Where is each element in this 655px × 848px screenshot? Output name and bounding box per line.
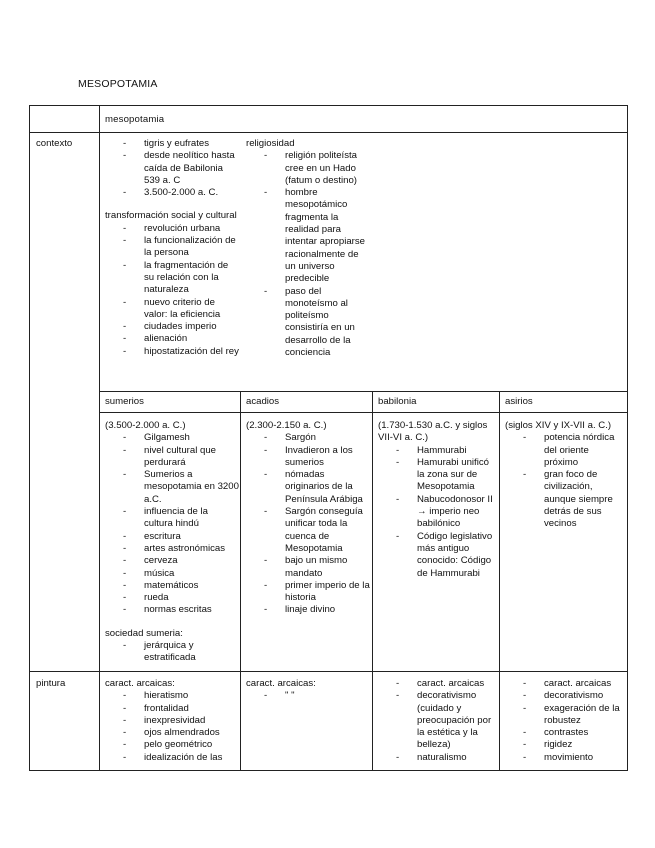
divider-pintura xyxy=(30,671,627,672)
contexto-col1 xyxy=(105,138,241,358)
list-item: - ojos almendrados xyxy=(105,727,239,739)
divider-col-acadios xyxy=(240,391,241,770)
sumerios-list2 xyxy=(105,640,239,665)
divider-subheader-bottom xyxy=(99,412,627,413)
header-label: mesopotamia xyxy=(105,114,165,125)
mesopotamia-table xyxy=(29,105,628,771)
list-item: - influencia de la cultura hindú xyxy=(105,506,239,531)
contexto-subtitle-religiosidad: religiosidad xyxy=(246,138,295,149)
pintura-acadios-cell xyxy=(246,678,370,703)
pintura-sumerios-subtitle: caract. arcaicas: xyxy=(105,678,175,689)
list-item: - Sumerios a mesopotamia en 3200 a.C. xyxy=(105,469,239,506)
list-item: - hombre mesopotámico fragmenta la realidad para intentar apropiarse racionalmente de un universo predecible xyxy=(246,187,370,285)
list-item: - Nabucodonosor II → imperio neo babilónico xyxy=(378,494,496,531)
list-item: - rueda xyxy=(105,592,239,604)
babilonia-date: (1.730-1.530 a.C. y siglos VII-VI a. C.) xyxy=(378,420,488,444)
list-item: - hipostatización del rey xyxy=(105,346,241,358)
document-title: MESOPOTAMIA xyxy=(78,78,158,90)
list-item: - música xyxy=(105,568,239,580)
list-item: - nivel cultural que perdurará xyxy=(105,445,239,470)
list-item: - normas escritas xyxy=(105,604,239,616)
pintura-babilonia-cell xyxy=(378,678,496,764)
list-item: - Hammurabi xyxy=(378,445,496,457)
list-item: - idealización de las xyxy=(105,752,239,764)
acadios-list xyxy=(246,432,370,616)
list-item: - religión politeísta cree en un Hado (fatum o destino) xyxy=(246,150,370,187)
asirios-cell xyxy=(505,420,625,531)
contexto-subtitle-transformacion: transformación social y cultural xyxy=(105,210,237,222)
acadios-cell xyxy=(246,420,370,617)
list-item: - Sargón conseguía unificar toda la cuenca de Mesopotamia xyxy=(246,506,370,555)
sumerios-date: (3.500-2.000 a. C.) xyxy=(105,420,186,431)
pintura-acadios-subtitle: caract. arcaicas: xyxy=(246,678,316,689)
divider-col-asirios xyxy=(499,391,500,770)
col-header-sumerios: sumerios xyxy=(105,396,144,407)
sumerios-list xyxy=(105,432,239,616)
list-item: - nuevo criterio de valor: la eficiencia xyxy=(105,297,241,322)
list-item: - Invadieron a los sumerios xyxy=(246,445,370,470)
row-label-pintura: pintura xyxy=(36,678,66,689)
list-item: - frontalidad xyxy=(105,703,239,715)
list-item: - alienación xyxy=(105,333,241,345)
sumerios-subtitle: sociedad sumeria: xyxy=(105,627,183,639)
list-item: - paso del monoteísmo al politeísmo consistiría en un desarrollo de la conciencia xyxy=(246,286,370,360)
row-label-contexto: contexto xyxy=(36,138,73,149)
list-item: - artes astronómicas xyxy=(105,543,239,555)
asirios-date: (siglos XIV y IX-VII a. C.) xyxy=(505,420,612,431)
list-item: - potencia nórdica del oriente próximo xyxy=(505,432,625,469)
babilonia-list xyxy=(378,445,496,580)
list-item: - exageración de la robustez xyxy=(505,703,625,728)
list-item: - ciudades imperio xyxy=(105,321,241,333)
list-item: - bajo un mismo mandato xyxy=(246,555,370,580)
list-item: - contrastes xyxy=(505,727,625,739)
list-item: - matemáticos xyxy=(105,580,239,592)
sumerios-cell xyxy=(105,420,239,665)
list-item: - linaje divino xyxy=(246,604,370,616)
col-header-babilonia: babilonia xyxy=(378,396,417,407)
list-item: - Código legislativo más antiguo conocido: Código de Hammurabi xyxy=(378,531,496,580)
col-header-acadios: acadios xyxy=(246,396,280,407)
list-item: - hieratismo xyxy=(105,690,239,702)
list-item: - la funcionalización de la persona xyxy=(105,235,241,260)
col-header-asirios: asirios xyxy=(505,396,533,407)
divider-col-babilonia xyxy=(372,391,373,770)
list-item: - escritura xyxy=(105,531,239,543)
contexto-list-a xyxy=(105,138,241,199)
list-item: - Gilgamesh xyxy=(105,432,239,444)
list-item: - decorativismo xyxy=(505,690,625,702)
list-item: - caract. arcaicas xyxy=(505,678,625,690)
header-cell xyxy=(105,114,164,126)
contexto-col2 xyxy=(246,138,370,359)
pintura-asirios-list xyxy=(505,678,625,764)
contexto-list-religiosidad xyxy=(246,150,370,359)
list-item: - Sargón xyxy=(246,432,370,444)
asirios-list xyxy=(505,432,625,530)
divider-header xyxy=(30,132,627,133)
list-item: - cerveza xyxy=(105,555,239,567)
list-item: - " " xyxy=(246,690,370,702)
list-item: - tigris y eufrates xyxy=(105,138,241,150)
list-item: - la fragmentación de su relación con la naturaleza xyxy=(105,260,241,297)
list-item: - caract. arcaicas xyxy=(378,678,496,690)
list-item: - gran foco de civilización, aunque siempre detrás de sus vecinos xyxy=(505,469,625,530)
acadios-date: (2.300-2.150 a. C.) xyxy=(246,420,327,431)
list-item: - revolución urbana xyxy=(105,223,241,235)
pintura-babilonia-list xyxy=(378,678,496,764)
babilonia-cell xyxy=(378,420,496,580)
list-item: - jerárquica y estratificada xyxy=(105,640,239,665)
divider-subheader-top xyxy=(99,391,627,392)
list-item: - pelo geométrico xyxy=(105,739,239,751)
pintura-sumerios-cell xyxy=(105,678,239,764)
list-item: - decorativismo (cuidado y preocupación por la estética y la belleza) xyxy=(378,690,496,751)
list-item: - inexpresividad xyxy=(105,715,239,727)
list-item: - desde neolítico hasta caída de Babilonia 539 a. C xyxy=(105,150,241,187)
list-item: - movimiento xyxy=(505,752,625,764)
list-item: - nómadas originarios de la Península Arábiga xyxy=(246,469,370,506)
list-item: - primer imperio de la historia xyxy=(246,580,370,605)
pintura-sumerios-list xyxy=(105,690,239,764)
list-item: - naturalismo xyxy=(378,752,496,764)
list-item: - rigidez xyxy=(505,739,625,751)
pintura-acadios-list xyxy=(246,690,370,702)
list-item: - Hamurabi unificó la zona sur de Mesopotamia xyxy=(378,457,496,494)
pintura-asirios-cell xyxy=(505,678,625,764)
list-item: - 3.500-2.000 a. C. xyxy=(105,187,241,199)
contexto-list-b xyxy=(105,223,241,358)
